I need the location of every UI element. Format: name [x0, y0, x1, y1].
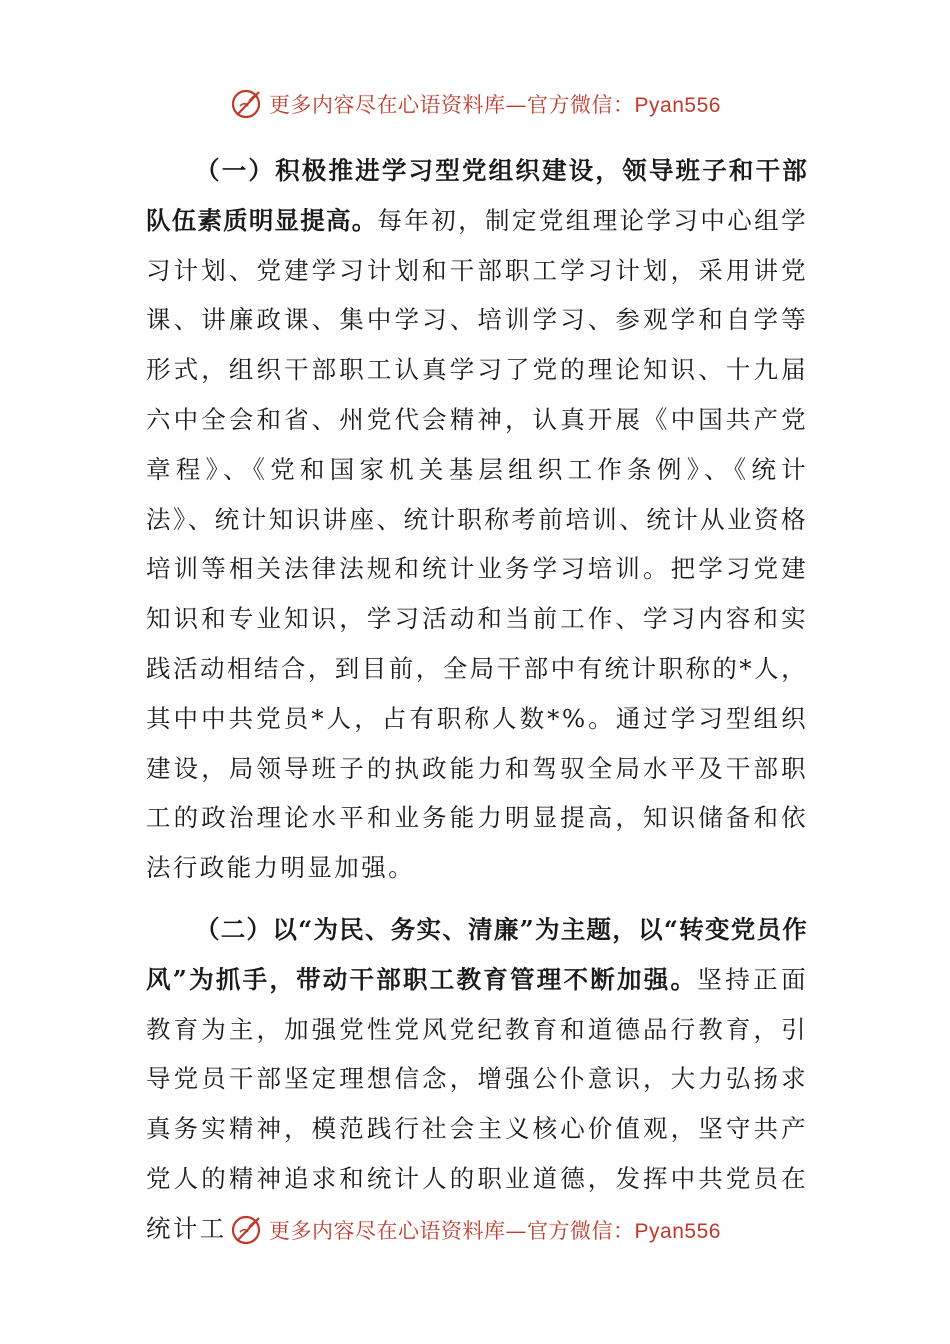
paragraph-2-heading: （二）以“为民、务实、清廉”为主题，以“转变党员作风”为抓手，带动干部职工教育管理不断加强。	[146, 914, 808, 994]
watermark-header	[0, 80, 950, 128]
quill-logo-icon	[229, 86, 265, 122]
paragraph-2	[146, 905, 808, 1254]
paragraph-1-heading: （一）积极推进学习型党组织建设，领导班子和干部队伍素质明显提高。	[146, 156, 808, 235]
watermark-text: 更多内容尽在心语资料库—官方微信：Pyan556	[269, 93, 721, 117]
watermark-footer	[0, 1206, 950, 1254]
document-body	[146, 146, 808, 1254]
watermark-text: 更多内容尽在心语资料库—官方微信：Pyan556	[269, 1219, 721, 1243]
paragraph-1	[146, 146, 808, 893]
paragraph-1-body: 每年初，制定党组理论学习中心组学习计划、党建学习计划和干部职工学习计划，采用讲党课、讲廉政课、集中学习、培训学习、参观学和自学等形式，组织干部职工认真学习了党的理论知识、十九届六中全会和省、州党代会精神，认真开展《中国共产党章程》、《党和国家机关基层组织工作条例》、《统计法》、统计知识讲座、统计职称考前培训、统计从业资格培训等相关法律法规和统计业务学习培训。把学习党建知识和专业知识，学习活动和当前工作、学习内容和实践活动相结合，到目前，全局干部中有统计职称的*人，其中中共党员*人，占有职称人数*%。通过学习型组织建设，局领导班子的执政能力和驾驭全局水平及干部职工的政治理论水平和业务能力明显提高，知识储备和依法行政能力明显加强。	[146, 205, 808, 883]
quill-logo-icon	[229, 1212, 265, 1248]
paragraph-2-body: 坚持正面教育为主，加强党性党风党纪教育和道德品行教育，引导党员干部坚定理想信念，增强公仆意识，大力弘扬求真务实精神，模范践行社会主义核心价值观，坚守共产党人的精神追求和统计人的职业道德，发挥中共党员在统计工	[146, 964, 808, 1243]
